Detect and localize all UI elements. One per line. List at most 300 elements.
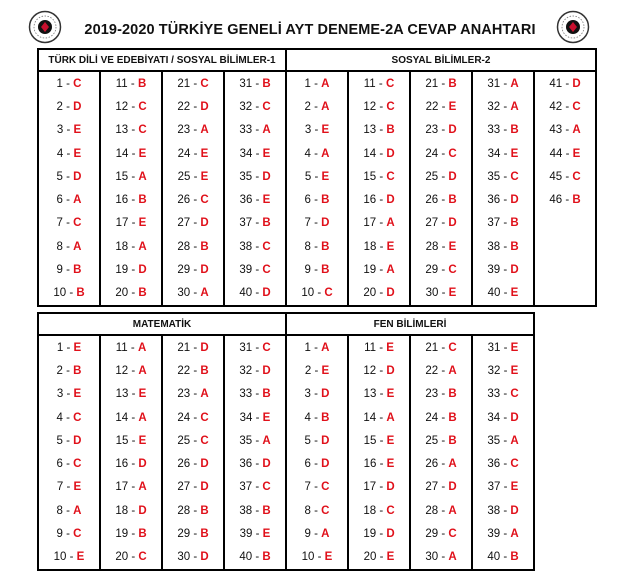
answer-letter: C	[200, 411, 209, 424]
answer-cell	[224, 258, 286, 281]
answer-letter: C	[262, 341, 271, 354]
dash-separator: -	[376, 388, 387, 401]
dash-separator: -	[310, 217, 322, 230]
answer-letter: D	[73, 170, 82, 183]
dash-separator: -	[310, 100, 322, 113]
question-number: 3	[304, 124, 312, 137]
answer-table-1	[37, 48, 597, 307]
dash-separator: -	[310, 77, 322, 90]
dash-separator: -	[438, 240, 449, 253]
question-number: 17	[115, 481, 129, 494]
dash-separator: -	[438, 528, 449, 541]
dash-separator: -	[252, 434, 263, 447]
dash-separator: -	[190, 100, 201, 113]
question-number: 32	[487, 100, 501, 113]
answer-letter: A	[138, 364, 147, 377]
question-number: 37	[239, 481, 253, 494]
answer-cell	[472, 383, 534, 406]
answer-cell	[472, 406, 534, 429]
answer-cell	[100, 383, 162, 406]
question-number: 25	[425, 434, 439, 447]
answer-letter: D	[321, 458, 330, 471]
answer-letter: A	[73, 240, 82, 253]
dash-separator: -	[375, 77, 386, 90]
question-number: 39	[239, 528, 253, 541]
answer-cell	[100, 188, 162, 211]
question-number: 11	[115, 77, 128, 90]
answer-cell	[224, 95, 286, 118]
answer-letter: C	[73, 411, 82, 424]
answer-letter: B	[262, 217, 271, 230]
answer-cell	[38, 71, 100, 95]
answer-cell	[224, 476, 286, 499]
answer-cell	[38, 235, 100, 258]
question-number: 44	[549, 147, 563, 160]
answer-letter: B	[510, 240, 519, 253]
answer-cell	[100, 212, 162, 235]
answer-letter: A	[510, 77, 519, 90]
answer-letter: B	[321, 194, 330, 207]
dash-separator: -	[500, 100, 511, 113]
answer-cell	[472, 258, 534, 281]
answer-cell	[100, 235, 162, 258]
dash-separator: -	[311, 170, 322, 183]
question-number: 5	[304, 434, 311, 447]
answer-letter: C	[510, 170, 519, 183]
question-number: 24	[177, 147, 191, 160]
answer-cell	[348, 429, 410, 452]
dash-separator: -	[376, 170, 387, 183]
question-number: 34	[487, 411, 501, 424]
dash-separator: -	[252, 364, 263, 377]
answer-letter: B	[200, 240, 209, 253]
answer-letter: C	[262, 100, 271, 113]
answer-letter: B	[200, 504, 209, 517]
dash-separator: -	[310, 264, 322, 277]
dash-separator: -	[252, 264, 263, 277]
answer-row	[38, 476, 534, 499]
answer-letter: D	[200, 217, 209, 230]
answer-letter: B	[262, 551, 271, 564]
dash-separator: -	[500, 434, 511, 447]
answer-cell	[410, 522, 472, 545]
question-number: 27	[425, 481, 439, 494]
question-number: 20	[363, 551, 377, 564]
question-number: 1	[56, 77, 63, 90]
answer-cell	[286, 406, 348, 429]
answer-rows-2	[38, 335, 534, 570]
answer-letter: E	[200, 170, 209, 183]
answer-letter: D	[448, 124, 457, 137]
answer-cell	[472, 429, 534, 452]
dash-separator: -	[500, 217, 511, 230]
answer-cell	[286, 383, 348, 406]
answer-row	[38, 188, 596, 211]
answer-cell	[224, 235, 286, 258]
dash-separator: -	[438, 77, 449, 90]
answer-letter: A	[510, 434, 519, 447]
dash-separator: -	[190, 77, 201, 90]
answer-letter: C	[73, 458, 82, 471]
answer-cell	[38, 95, 100, 118]
question-number: 18	[115, 240, 129, 253]
answer-cell	[410, 165, 472, 188]
dash-separator: -	[310, 194, 322, 207]
answer-cell	[38, 258, 100, 281]
answer-letter: D	[386, 481, 395, 494]
dash-separator: -	[252, 458, 263, 471]
answer-cell	[286, 258, 348, 281]
answer-cell	[162, 522, 224, 545]
question-number: 17	[115, 217, 129, 230]
question-number: 43	[549, 124, 563, 137]
answer-cell	[410, 452, 472, 475]
answer-row	[38, 546, 534, 570]
dash-separator: -	[310, 528, 322, 541]
dash-separator: -	[310, 481, 322, 494]
question-number: 37	[487, 217, 501, 230]
answer-cell	[224, 335, 286, 359]
dash-separator: -	[128, 551, 139, 564]
answer-letter: A	[73, 194, 82, 207]
question-number: 23	[177, 124, 191, 137]
answer-letter: C	[448, 341, 457, 354]
question-number: 15	[115, 434, 129, 447]
dash-separator: -	[562, 194, 573, 207]
answer-letter: B	[321, 264, 330, 277]
dash-separator: -	[500, 411, 511, 424]
dash-separator: -	[500, 264, 511, 277]
question-number: 17	[363, 481, 377, 494]
question-number: 25	[425, 170, 439, 183]
answer-letter: D	[262, 458, 271, 471]
question-number: 8	[304, 504, 311, 517]
question-number: 9	[56, 528, 63, 541]
question-number: 11	[364, 341, 377, 354]
answer-cell	[38, 383, 100, 406]
question-number: 9	[304, 528, 311, 541]
dash-separator: -	[128, 287, 139, 300]
question-number: 3	[304, 388, 311, 401]
question-number: 33	[239, 388, 253, 401]
school-logo-left	[28, 10, 62, 44]
question-number: 29	[425, 264, 439, 277]
question-number: 24	[177, 411, 191, 424]
answer-letter: D	[510, 194, 519, 207]
answer-cell	[224, 383, 286, 406]
answer-cell	[38, 452, 100, 475]
dash-separator: -	[190, 217, 201, 230]
question-number: 3	[56, 124, 64, 137]
dash-separator: -	[252, 528, 263, 541]
answer-cell	[38, 522, 100, 545]
answer-cell	[472, 335, 534, 359]
answer-letter: E	[386, 388, 395, 401]
question-number: 15	[363, 170, 377, 183]
answer-letter: D	[386, 287, 395, 300]
answer-letter: D	[510, 411, 519, 424]
answer-letter: B	[76, 287, 85, 300]
answer-cell	[224, 546, 286, 570]
answer-cell	[100, 282, 162, 306]
answer-row	[38, 406, 534, 429]
answer-letter: B	[73, 264, 82, 277]
question-number: 10	[301, 551, 315, 564]
question-number: 29	[425, 528, 439, 541]
answer-cell	[224, 71, 286, 95]
question-number: 1	[304, 341, 311, 354]
answer-row	[38, 452, 534, 475]
question-number: 22	[425, 100, 439, 113]
dash-separator: -	[128, 434, 139, 447]
answer-cell	[410, 546, 472, 570]
dash-separator: -	[500, 551, 511, 564]
question-number: 2	[56, 100, 63, 113]
dash-separator: -	[190, 388, 201, 401]
question-number: 5	[56, 170, 63, 183]
question-number: 22	[177, 100, 191, 113]
answer-cell	[472, 235, 534, 258]
answer-cell	[286, 452, 348, 475]
answer-letter: E	[386, 551, 395, 564]
dash-separator: -	[190, 551, 201, 564]
answer-cell	[472, 359, 534, 382]
answer-letter: C	[138, 100, 147, 113]
dash-separator: -	[190, 240, 201, 253]
answer-letter: D	[262, 287, 271, 300]
answer-letter: C	[510, 388, 519, 401]
dash-separator: -	[252, 287, 263, 300]
dash-separator: -	[62, 240, 74, 253]
dash-separator: -	[376, 434, 387, 447]
question-number: 31	[487, 77, 501, 90]
question-number: 16	[115, 194, 129, 207]
answer-cell	[472, 452, 534, 475]
question-number: 2	[304, 364, 312, 377]
question-number: 46	[549, 194, 563, 207]
empty-cell	[534, 235, 596, 258]
question-number: 14	[363, 411, 377, 424]
answer-cell	[162, 429, 224, 452]
dash-separator: -	[190, 504, 201, 517]
dash-separator: -	[310, 411, 322, 424]
question-number: 10	[53, 287, 67, 300]
question-number: 38	[239, 240, 253, 253]
dash-separator: -	[376, 364, 387, 377]
dash-separator: -	[376, 217, 387, 230]
dash-separator: -	[500, 124, 511, 137]
dash-separator: -	[562, 77, 573, 90]
dash-separator: -	[190, 170, 201, 183]
answer-letter: B	[137, 77, 147, 90]
answer-cell	[162, 359, 224, 382]
answer-letter: B	[572, 194, 581, 207]
question-number: 10	[301, 287, 315, 300]
answer-letter: A	[138, 170, 147, 183]
answer-cell	[162, 258, 224, 281]
dash-separator: -	[62, 77, 74, 90]
dash-separator: -	[252, 388, 263, 401]
question-number: 18	[363, 240, 377, 253]
answer-letter: E	[510, 481, 519, 494]
answer-letter: C	[386, 100, 395, 113]
answer-cell	[224, 188, 286, 211]
answer-row	[38, 383, 534, 406]
answer-cell	[348, 282, 410, 306]
dash-separator: -	[562, 147, 573, 160]
answer-letter: E	[73, 388, 82, 401]
empty-cell	[534, 212, 596, 235]
answer-letter: B	[138, 194, 147, 207]
question-number: 30	[177, 287, 191, 300]
dash-separator: -	[62, 194, 74, 207]
dash-separator: -	[500, 481, 511, 494]
answer-cell	[348, 406, 410, 429]
answer-letter: B	[448, 434, 457, 447]
answer-letter: E	[321, 170, 330, 183]
answer-letter: B	[386, 124, 395, 137]
question-number: 20	[115, 287, 129, 300]
answer-cell	[348, 119, 410, 142]
answer-cell	[410, 95, 472, 118]
dash-separator: -	[310, 240, 322, 253]
answer-letter: A	[321, 528, 330, 541]
dash-separator: -	[190, 341, 201, 354]
answer-letter: E	[321, 364, 330, 377]
dash-separator: -	[438, 434, 449, 447]
answer-letter: A	[386, 264, 395, 277]
dash-separator: -	[252, 240, 263, 253]
question-number: 39	[487, 264, 501, 277]
dash-separator: -	[128, 100, 139, 113]
answer-cell	[286, 165, 348, 188]
dash-separator: -	[128, 411, 139, 424]
answer-cell	[100, 359, 162, 382]
answer-letter: A	[321, 341, 330, 354]
answer-cell	[38, 335, 100, 359]
answer-cell	[38, 119, 100, 142]
answer-cell	[224, 119, 286, 142]
question-number: 7	[304, 217, 311, 230]
answer-letter: B	[510, 217, 519, 230]
answer-letter: E	[73, 124, 82, 137]
dash-separator: -	[562, 170, 573, 183]
dash-separator: -	[438, 341, 449, 354]
dash-separator: -	[63, 481, 74, 494]
dash-separator: -	[500, 170, 511, 183]
answer-letter: D	[321, 434, 330, 447]
question-number: 20	[115, 551, 129, 564]
answer-cell	[410, 235, 472, 258]
question-number: 23	[425, 124, 439, 137]
answer-cell	[410, 359, 472, 382]
answer-cell	[348, 95, 410, 118]
answer-letter: A	[386, 411, 395, 424]
question-number: 38	[239, 504, 253, 517]
dash-separator: -	[128, 458, 139, 471]
dash-separator: -	[376, 147, 387, 160]
dash-separator: -	[63, 147, 74, 160]
dash-separator: -	[190, 411, 201, 424]
answer-cell	[348, 142, 410, 165]
answer-cell	[348, 452, 410, 475]
answer-letter: D	[200, 100, 209, 113]
answer-cell	[348, 165, 410, 188]
answer-letter: B	[510, 551, 519, 564]
answer-letter: B	[448, 77, 457, 90]
question-number: 32	[239, 100, 253, 113]
answer-letter: E	[386, 240, 395, 253]
dash-separator: -	[376, 341, 387, 354]
answer-row	[38, 429, 534, 452]
dash-separator: -	[63, 388, 74, 401]
dash-separator: -	[252, 147, 263, 160]
answer-letter: B	[321, 240, 330, 253]
question-number: 12	[363, 364, 377, 377]
dash-separator: -	[252, 170, 263, 183]
dash-separator: -	[62, 100, 74, 113]
answer-letter: D	[200, 264, 209, 277]
answer-letter: E	[510, 147, 519, 160]
question-number: 4	[304, 411, 311, 424]
answer-letter: C	[510, 458, 519, 471]
question-number: 29	[177, 264, 191, 277]
answer-row	[38, 119, 596, 142]
question-number: 22	[177, 364, 191, 377]
answer-cell	[100, 499, 162, 522]
question-number: 36	[239, 194, 253, 207]
dash-separator: -	[190, 147, 201, 160]
dash-separator: -	[500, 458, 511, 471]
question-number: 7	[56, 217, 63, 230]
dash-separator: -	[438, 458, 449, 471]
dash-separator: -	[62, 504, 74, 517]
question-number: 23	[177, 388, 191, 401]
question-number: 27	[425, 217, 439, 230]
answer-cell	[286, 546, 348, 570]
answer-letter: D	[448, 481, 457, 494]
dash-separator: -	[314, 287, 325, 300]
dash-separator: -	[128, 504, 139, 517]
question-number: 19	[115, 264, 129, 277]
answer-cell	[38, 476, 100, 499]
answer-cell	[286, 142, 348, 165]
answer-cell	[162, 383, 224, 406]
question-number: 17	[363, 217, 377, 230]
answer-row	[38, 499, 534, 522]
dash-separator: -	[438, 388, 449, 401]
question-number: 32	[487, 364, 501, 377]
answer-cell	[286, 359, 348, 382]
dash-separator: -	[62, 528, 74, 541]
question-number: 7	[56, 481, 64, 494]
dash-separator: -	[311, 364, 322, 377]
answer-letter: C	[73, 217, 82, 230]
answer-letter: C	[448, 528, 457, 541]
question-number: 31	[239, 77, 253, 90]
answer-cell	[410, 212, 472, 235]
question-number: 28	[425, 504, 439, 517]
question-number: 27	[177, 217, 191, 230]
answer-cell	[286, 429, 348, 452]
answer-cell	[472, 546, 534, 570]
question-number: 41	[549, 77, 563, 90]
question-number: 20	[363, 287, 377, 300]
answer-cell	[162, 235, 224, 258]
answer-cell	[410, 499, 472, 522]
dash-separator: -	[62, 458, 74, 471]
question-number: 16	[363, 194, 377, 207]
